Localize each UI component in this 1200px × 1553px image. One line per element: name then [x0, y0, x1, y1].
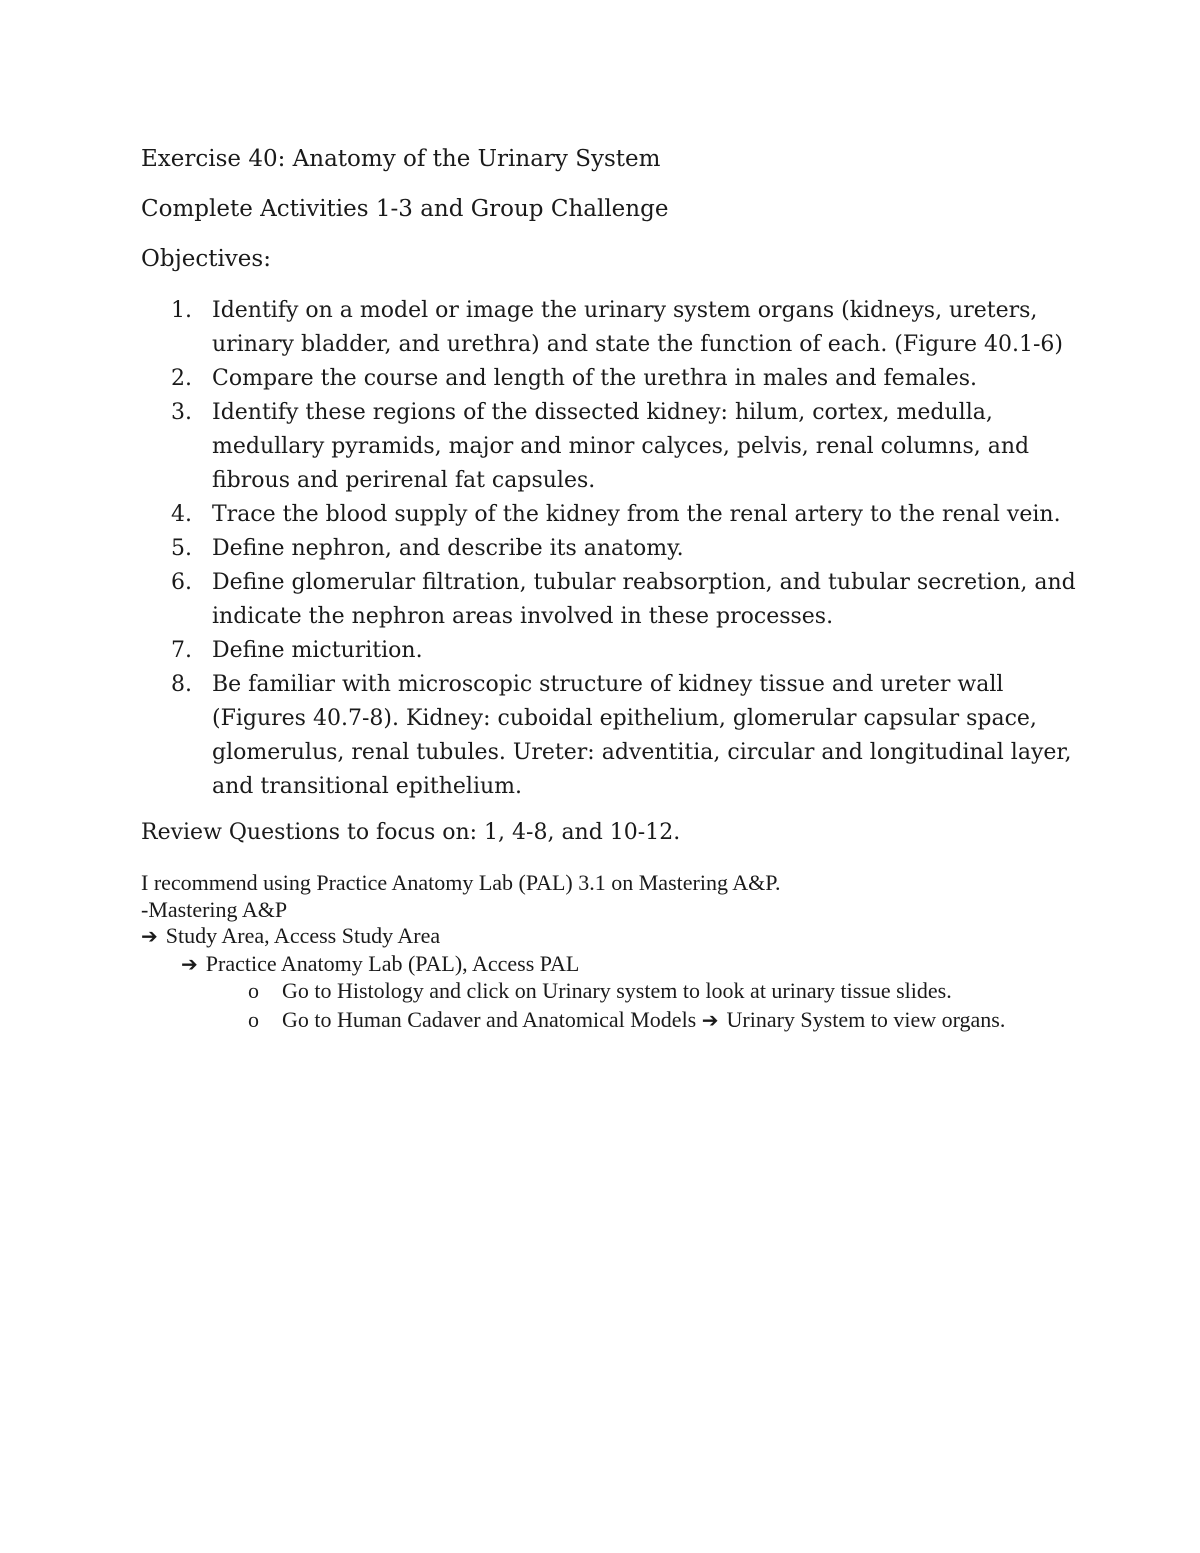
- study-area-text: Study Area, Access Study Area: [165, 923, 441, 948]
- objective-item: [141, 634, 1101, 668]
- review-questions: Review Questions to focus on: 1, 4-8, and 10-12.: [141, 820, 681, 845]
- study-area-line: [141, 922, 440, 950]
- objective-number: 7.: [171, 638, 192, 663]
- bullet-item: [248, 1005, 1028, 1035]
- objective-text: Define glomerular filtration, tubular reabsorption, and tubular secretion, and indicate the nephron areas involved in these processes.: [212, 570, 1076, 629]
- objective-text: Be familiar with microscopic structure of kidney tissue and ureter wall (Figures 40.7-8). Kidney: cuboidal epithelium, glomerular capsular space, glomerulus, renal tubules. Ureter: adventitia, circular and longitudinal layer, and transitional epithelium.: [212, 672, 1072, 799]
- mastering-line: -Mastering A&P: [141, 897, 288, 922]
- objective-text: Identify these regions of the dissected kidney: hilum, cortex, medulla, medullary pyramids, major and minor calyces, pelvis, renal columns, and fibrous and perirenal fat capsules.: [212, 400, 1030, 493]
- bullet-item: [248, 976, 1028, 1005]
- objective-item: [141, 396, 1101, 498]
- recommendation-text: I recommend using Practice Anatomy Lab (PAL) 3.1 on Mastering A&P.: [141, 870, 781, 895]
- pal-line: [181, 950, 579, 978]
- objective-item: [141, 362, 1101, 396]
- pal-text: Practice Anatomy Lab (PAL), Access PAL: [205, 951, 580, 976]
- objectives-list: [141, 294, 1101, 804]
- objective-text: Compare the course and length of the urethra in males and females.: [212, 366, 978, 391]
- arrow-right-icon: ➔: [141, 924, 158, 948]
- objective-number: 3.: [171, 400, 192, 425]
- bullet-text: [248, 1005, 1028, 1035]
- objective-item: [141, 498, 1101, 532]
- objective-item: [141, 294, 1101, 362]
- circle-bullet-icon: o: [248, 1007, 259, 1032]
- circle-bullet-icon: o: [248, 978, 259, 1003]
- objective-number: 4.: [171, 502, 192, 527]
- objective-text: Trace the blood supply of the kidney from the renal artery to the renal vein.: [212, 502, 1061, 527]
- objective-item: [141, 668, 1101, 804]
- objective-text: Define nephron, and describe its anatomy.: [212, 536, 684, 561]
- arrow-right-icon: ➔: [181, 952, 198, 976]
- objective-number: 8.: [171, 672, 192, 697]
- objectives-heading: Objectives:: [141, 246, 271, 272]
- objective-number: 2.: [171, 366, 192, 391]
- page-title: Exercise 40: Anatomy of the Urinary System: [141, 146, 661, 172]
- objective-number: 1.: [171, 298, 192, 323]
- bullet-text-after: Urinary System to view organs.: [726, 1007, 1006, 1032]
- arrow-right-icon: ➔: [701, 1008, 719, 1032]
- objective-text: Define micturition.: [212, 638, 423, 663]
- bullet-text-before: Go to Human Cadaver and Anatomical Models: [282, 1007, 697, 1032]
- objective-item: [141, 532, 1101, 566]
- objective-item: [141, 566, 1101, 634]
- objective-number: 5.: [171, 536, 192, 561]
- objective-text: Identify on a model or image the urinary system organs (kidneys, ureters, urinary bladder, and urethra) and state the function of each. (Figure 40.1-6): [212, 298, 1063, 357]
- subtitle: Complete Activities 1-3 and Group Challenge: [141, 196, 669, 222]
- objective-number: 6.: [171, 570, 192, 595]
- bullet-text: Go to Histology and click on Urinary system to look at urinary tissue slides.: [282, 978, 952, 1003]
